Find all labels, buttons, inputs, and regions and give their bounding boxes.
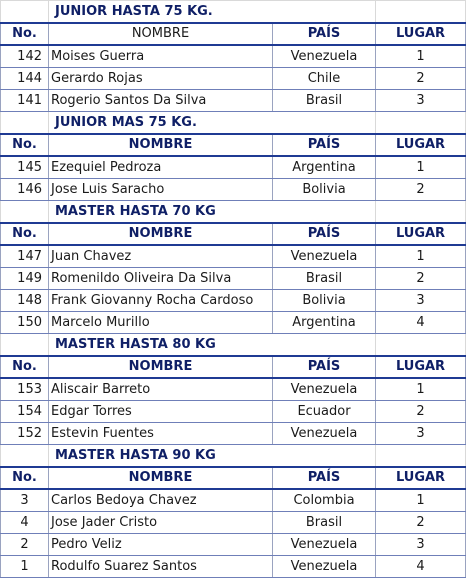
table-row	[1, 290, 466, 312]
column-header-row	[1, 223, 466, 245]
column-header-nombre: NOMBRE	[49, 134, 273, 156]
column-header-pais: PAÍS	[273, 356, 376, 378]
cell-lugar: 1	[376, 156, 466, 179]
cell-no: 3	[1, 489, 49, 512]
table-row	[1, 401, 466, 423]
cell-no: 4	[1, 512, 49, 534]
section-title: MASTER HASTA 70 KG	[49, 201, 376, 224]
cell-pais: Venezuela	[273, 556, 376, 578]
table-row	[1, 312, 466, 334]
cell-nombre: Rogerio Santos Da Silva	[49, 90, 273, 112]
cell-pais: Bolivia	[273, 179, 376, 201]
cell-no: 149	[1, 268, 49, 290]
cell-lugar: 1	[376, 45, 466, 68]
section-title-spacer	[1, 201, 49, 224]
cell-pais: Brasil	[273, 268, 376, 290]
cell-lugar: 2	[376, 512, 466, 534]
cell-no: 2	[1, 534, 49, 556]
cell-pais: Bolivia	[273, 290, 376, 312]
cell-lugar: 4	[376, 312, 466, 334]
cell-no: 141	[1, 90, 49, 112]
section-title: MASTER HASTA 90 KG	[49, 445, 376, 468]
cell-nombre: Frank Giovanny Rocha Cardoso	[49, 290, 273, 312]
column-header-row	[1, 356, 466, 378]
cell-nombre: Aliscair Barreto	[49, 378, 273, 401]
cell-pais: Colombia	[273, 489, 376, 512]
column-header-no: No.	[1, 134, 49, 156]
cell-nombre: Juan Chavez	[49, 245, 273, 268]
cell-nombre: Edgar Torres	[49, 401, 273, 423]
column-header-lugar: LUGAR	[376, 356, 466, 378]
section-title-blank	[376, 201, 466, 224]
table-row	[1, 90, 466, 112]
cell-no: 145	[1, 156, 49, 179]
cell-pais: Argentina	[273, 312, 376, 334]
cell-nombre: Romenildo Oliveira Da Silva	[49, 268, 273, 290]
table-row	[1, 534, 466, 556]
cell-no: 142	[1, 45, 49, 68]
column-header-lugar: LUGAR	[376, 467, 466, 489]
cell-no: 154	[1, 401, 49, 423]
table-row	[1, 45, 466, 68]
column-header-lugar: LUGAR	[376, 223, 466, 245]
column-header-nombre: NOMBRE	[49, 223, 273, 245]
table-row	[1, 68, 466, 90]
cell-lugar: 1	[376, 245, 466, 268]
cell-nombre: Gerardo Rojas	[49, 68, 273, 90]
column-header-pais: PAÍS	[273, 23, 376, 45]
section-title: JUNIOR HASTA 75 KG.	[49, 1, 376, 24]
table-row	[1, 423, 466, 445]
cell-pais: Venezuela	[273, 45, 376, 68]
table-row	[1, 268, 466, 290]
cell-lugar: 1	[376, 378, 466, 401]
column-header-no: No.	[1, 223, 49, 245]
cell-pais: Venezuela	[273, 245, 376, 268]
cell-nombre: Moises Guerra	[49, 45, 273, 68]
cell-lugar: 1	[376, 489, 466, 512]
column-header-lugar: LUGAR	[376, 134, 466, 156]
column-header-lugar: LUGAR	[376, 23, 466, 45]
cell-nombre: Carlos Bedoya Chavez	[49, 489, 273, 512]
cell-pais: Brasil	[273, 512, 376, 534]
section-title-spacer	[1, 112, 49, 135]
column-header-pais: PAÍS	[273, 223, 376, 245]
section-title-row	[1, 112, 466, 135]
table-row	[1, 156, 466, 179]
section-title-blank	[376, 445, 466, 468]
cell-nombre: Jose Jader Cristo	[49, 512, 273, 534]
cell-lugar: 2	[376, 68, 466, 90]
cell-pais: Venezuela	[273, 423, 376, 445]
cell-nombre: Pedro Veliz	[49, 534, 273, 556]
cell-pais: Venezuela	[273, 378, 376, 401]
cell-pais: Chile	[273, 68, 376, 90]
section-title-spacer	[1, 334, 49, 357]
column-header-nombre: NOMBRE	[49, 467, 273, 489]
cell-nombre: Estevin Fuentes	[49, 423, 273, 445]
column-header-no: No.	[1, 467, 49, 489]
section-title-spacer	[1, 1, 49, 24]
cell-lugar: 2	[376, 401, 466, 423]
cell-lugar: 3	[376, 534, 466, 556]
section-title-blank	[376, 334, 466, 357]
cell-pais: Brasil	[273, 90, 376, 112]
cell-pais: Ecuador	[273, 401, 376, 423]
table-row	[1, 245, 466, 268]
cell-lugar: 2	[376, 268, 466, 290]
results-table-body	[1, 1, 466, 578]
cell-lugar: 3	[376, 423, 466, 445]
section-title: MASTER HASTA 80 KG	[49, 334, 376, 357]
cell-no: 150	[1, 312, 49, 334]
cell-lugar: 3	[376, 90, 466, 112]
section-title-spacer	[1, 445, 49, 468]
section-title-row	[1, 201, 466, 224]
cell-pais: Argentina	[273, 156, 376, 179]
cell-lugar: 2	[376, 179, 466, 201]
section-title: JUNIOR MAS 75 KG.	[49, 112, 376, 135]
column-header-row	[1, 134, 466, 156]
cell-nombre: Rodulfo Suarez Santos	[49, 556, 273, 578]
cell-no: 152	[1, 423, 49, 445]
section-title-blank	[376, 112, 466, 135]
cell-lugar: 3	[376, 290, 466, 312]
table-row	[1, 556, 466, 578]
column-header-nombre: NOMBRE	[49, 356, 273, 378]
cell-lugar: 4	[376, 556, 466, 578]
table-row	[1, 378, 466, 401]
section-title-row	[1, 445, 466, 468]
cell-pais: Venezuela	[273, 534, 376, 556]
cell-no: 148	[1, 290, 49, 312]
column-header-pais: PAÍS	[273, 467, 376, 489]
section-title-blank	[376, 1, 466, 24]
cell-nombre: Ezequiel Pedroza	[49, 156, 273, 179]
column-header-pais: PAÍS	[273, 134, 376, 156]
section-title-row	[1, 334, 466, 357]
cell-no: 1	[1, 556, 49, 578]
cell-no: 147	[1, 245, 49, 268]
table-row	[1, 489, 466, 512]
column-header-no: No.	[1, 356, 49, 378]
table-row	[1, 512, 466, 534]
cell-no: 144	[1, 68, 49, 90]
cell-no: 153	[1, 378, 49, 401]
column-header-no: No.	[1, 23, 49, 45]
table-row	[1, 179, 466, 201]
cell-nombre: Marcelo Murillo	[49, 312, 273, 334]
cell-nombre: Jose Luis Saracho	[49, 179, 273, 201]
cell-no: 146	[1, 179, 49, 201]
column-header-row	[1, 23, 466, 45]
section-title-row	[1, 1, 466, 24]
column-header-nombre: NOMBRE	[49, 23, 273, 45]
column-header-row	[1, 467, 466, 489]
